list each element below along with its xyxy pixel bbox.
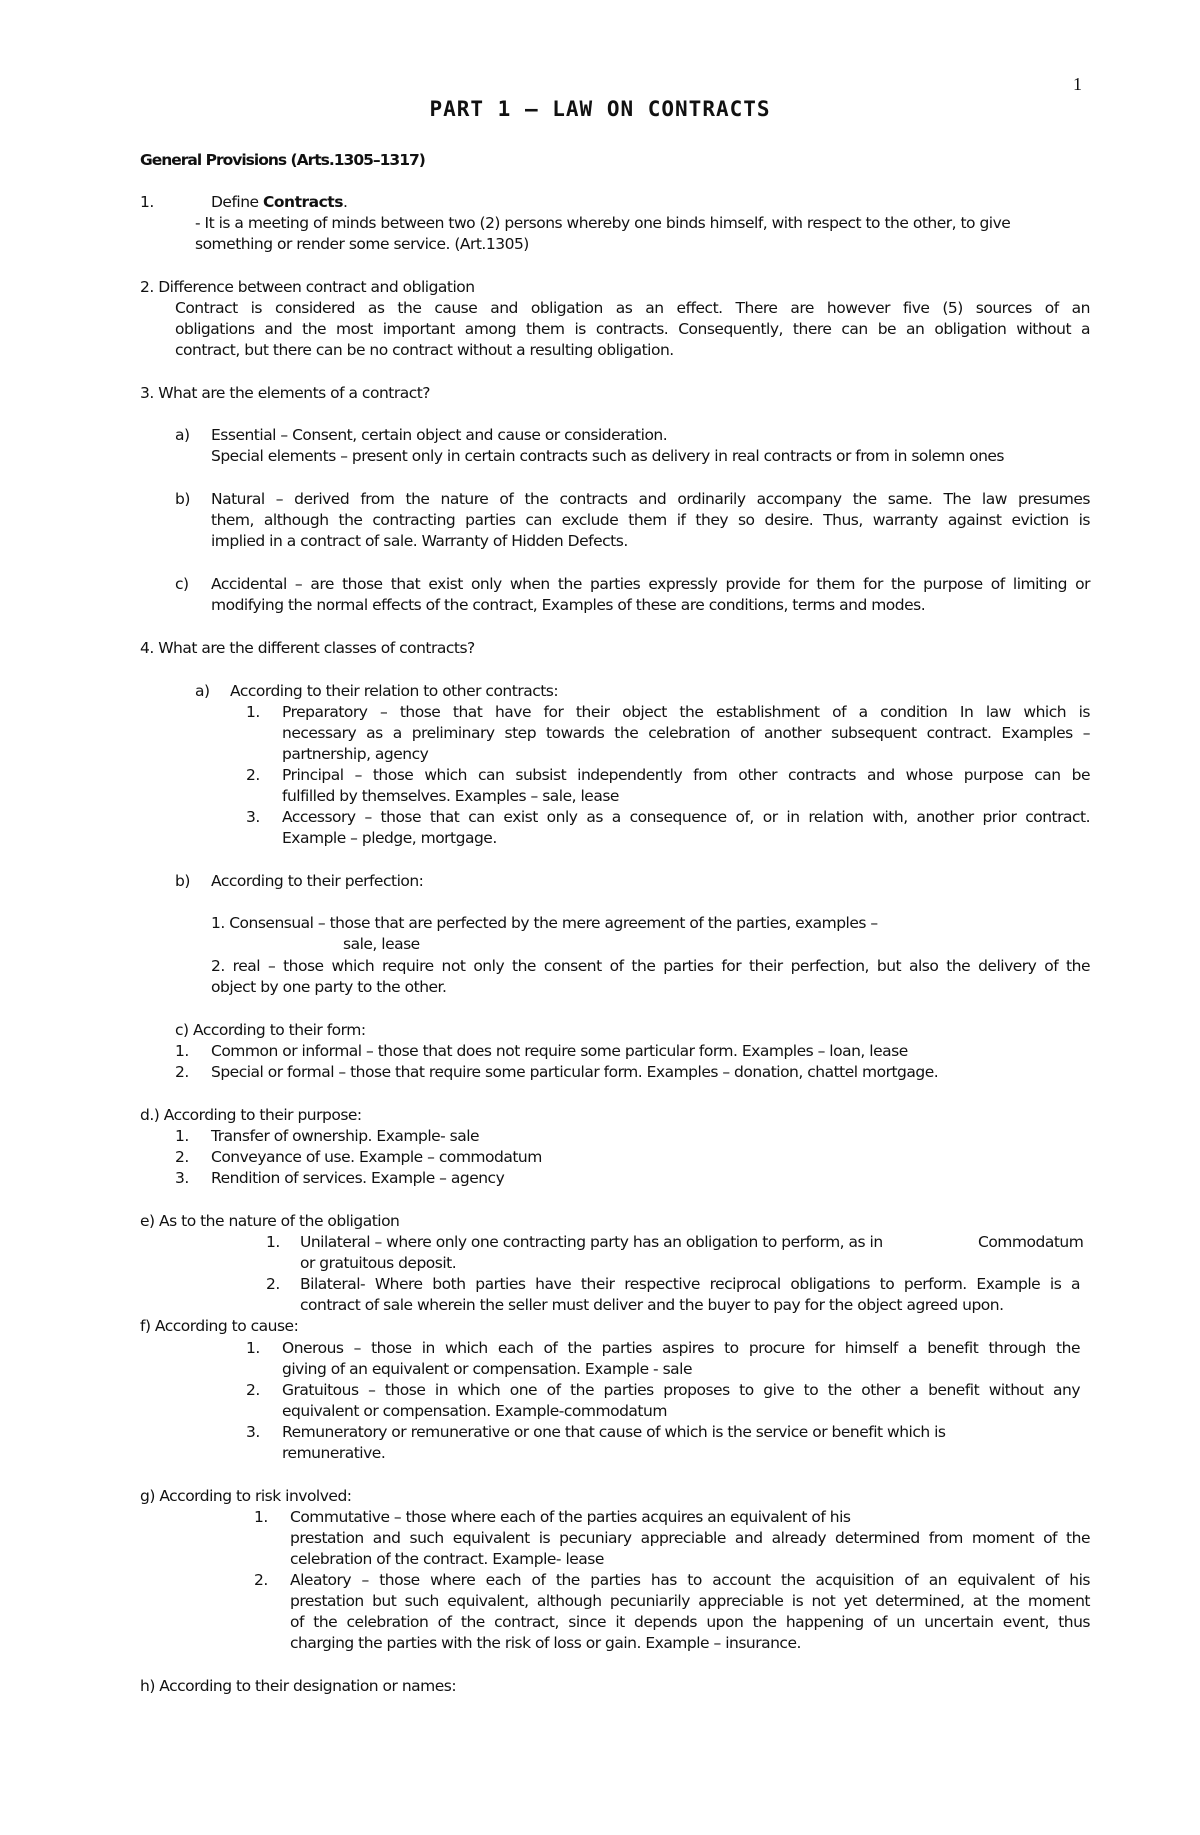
page-title: PART 1 – LAW ON CONTRACTS xyxy=(429,97,771,121)
q3-question: 3. What are the elements of a contract? xyxy=(140,384,431,402)
q4a1-line: necessary as a preliminary step towards the celebration of another subsequent contract. Examples – xyxy=(282,724,1090,742)
q4c1-line: Common or informal – those that does not require some particular form. Examples – loan, lease xyxy=(211,1042,908,1060)
q4a-marker: a) xyxy=(195,682,210,700)
q4e2-line: contract of sale wherein the seller must deliver and the buyer to pay for the object agreed upon. xyxy=(300,1296,1004,1314)
q4b2-line: object by one party to the other. xyxy=(211,978,447,996)
q4f2-number: 2. xyxy=(246,1381,260,1399)
q4a3-number: 3. xyxy=(246,808,260,826)
q1-answer-line: - It is a meeting of minds between two (2) persons whereby one binds himself, with respect to the other, to give xyxy=(195,214,1011,232)
q4g2-line: Aleatory – those where each of the parties has to account the acquisition of an equivalent of his xyxy=(290,1571,1090,1589)
q4a1-line: partnership, agency xyxy=(282,745,429,763)
q4e1-line-end: Commodatum xyxy=(978,1233,1084,1251)
q4a1-number: 1. xyxy=(246,703,260,721)
q4c2-line: Special or formal – those that require some particular form. Examples – donation, chattel mortgage. xyxy=(211,1063,939,1081)
q4b1-line: sale, lease xyxy=(343,935,420,953)
q4e1-number: 1. xyxy=(266,1233,280,1251)
q3c-marker: c) xyxy=(175,575,189,593)
q2-answer-line: contract, but there can be no contract without a resulting obligation. xyxy=(175,341,674,359)
q2-answer-line: Contract is considered as the cause and obligation as an effect. There are however five (5) sources of an xyxy=(175,299,1090,317)
q4g2-line: charging the parties with the risk of loss or gain. Example – insurance. xyxy=(290,1634,801,1652)
q3b-line: implied in a contract of sale. Warranty of Hidden Defects. xyxy=(211,532,628,550)
q4c-heading: c) According to their form: xyxy=(175,1021,366,1039)
q4e2-line: Bilateral- Where both parties have their respective reciprocal obligations to perform. Example is a xyxy=(300,1275,1080,1293)
q3a-line: Essential – Consent, certain object and cause or consideration. xyxy=(211,426,668,444)
page-number: 1 xyxy=(1073,74,1082,94)
q3a-marker: a) xyxy=(175,426,190,444)
q2-question: 2. Difference between contract and obligation xyxy=(140,278,475,296)
q4a-heading: According to their relation to other contracts: xyxy=(230,682,559,700)
q4f1-line: giving of an equivalent or compensation. Example - sale xyxy=(282,1360,692,1378)
q4e-heading: e) As to the nature of the obligation xyxy=(140,1212,400,1230)
section-heading: General Provisions (Arts.1305–1317) xyxy=(140,151,425,169)
q4d2-line: Conveyance of use. Example – commodatum xyxy=(211,1148,542,1166)
q3a-line: Special elements – present only in certain contracts such as delivery in real contracts or from in solemn ones xyxy=(211,447,1005,465)
q3c-line: modifying the normal effects of the contract, Examples of these are conditions, terms and modes. xyxy=(211,596,926,614)
q4c2-number: 2. xyxy=(175,1063,189,1081)
q4d1-line: Transfer of ownership. Example- sale xyxy=(211,1127,480,1145)
q3b-line: Natural – derived from the nature of the contracts and ordinarily accompany the same. The law presumes xyxy=(211,490,1090,508)
q4f1-line: Onerous – those in which each of the parties aspires to procure for himself a benefit through the xyxy=(282,1339,1080,1357)
q4f3-line: Remuneratory or remunerative or one that cause of which is the service or benefit which is xyxy=(282,1423,946,1441)
q3b-marker: b) xyxy=(175,490,190,508)
q4-question: 4. What are the different classes of contracts? xyxy=(140,639,475,657)
q4a3-line: Accessory – those that can exist only as a consequence of, or in relation with, another prior contract. xyxy=(282,808,1090,826)
q1-number: 1. xyxy=(140,193,154,211)
q4g2-number: 2. xyxy=(254,1571,268,1589)
q4g1-line: celebration of the contract. Example- lease xyxy=(290,1550,604,1568)
q4d-heading: d.) According to their purpose: xyxy=(140,1106,362,1124)
q4g1-line: prestation and such equivalent is pecuniary appreciable and already determined from moment of the xyxy=(290,1529,1090,1547)
q4e1-line: Unilateral – where only one contracting party has an obligation to perform, as in xyxy=(300,1233,883,1251)
q4b2-line: 2. real – those which require not only the consent of the parties for their perfection, but also the delivery of the xyxy=(211,957,1090,975)
q4g2-line: of the celebration of the contract, since it depends upon the happening of un uncertain event, thus xyxy=(290,1613,1090,1631)
q4b1-line: 1. Consensual – those that are perfected by the mere agreement of the parties, examples – xyxy=(211,914,878,932)
q4a2-number: 2. xyxy=(246,766,260,784)
q4g1-line: Commutative – those where each of the parties acquires an equivalent of his xyxy=(290,1508,851,1526)
q4a3-line: Example – pledge, mortgage. xyxy=(282,829,497,847)
q4d3-line: Rendition of services. Example – agency xyxy=(211,1169,505,1187)
q3c-line: Accidental – are those that exist only when the parties expressly provide for them for the purpose of limiting or xyxy=(211,575,1090,593)
q1-question: Define Contracts. xyxy=(211,193,348,211)
q4a2-line: Principal – those which can subsist independently from other contracts and whose purpose can be xyxy=(282,766,1090,784)
q4b-heading: According to their perfection: xyxy=(211,872,424,890)
q4f2-line: equivalent or compensation. Example-commodatum xyxy=(282,1402,667,1420)
q4f3-line: remunerative. xyxy=(282,1444,386,1462)
q4g1-number: 1. xyxy=(254,1508,268,1526)
q4h-heading: h) According to their designation or names: xyxy=(140,1677,457,1695)
q4g-heading: g) According to risk involved: xyxy=(140,1487,352,1505)
q4f2-line: Gratuitous – those in which one of the parties proposes to give to the other a benefit without any xyxy=(282,1381,1080,1399)
q4c1-number: 1. xyxy=(175,1042,189,1060)
q3b-line: them, although the contracting parties can exclude them if they so desire. Thus, warranty against eviction is xyxy=(211,511,1090,529)
q4e2-number: 2. xyxy=(266,1275,280,1293)
q4f-heading: f) According to cause: xyxy=(140,1317,299,1335)
q4b-marker: b) xyxy=(175,872,190,890)
q4e1-line: or gratuitous deposit. xyxy=(300,1254,457,1272)
q1-answer-line: something or render some service. (Art.1305) xyxy=(195,235,529,253)
q4g2-line: prestation but such equivalent, although pecuniarily appreciable is not yet determined, at the moment xyxy=(290,1592,1090,1610)
q4a2-line: fulfilled by themselves. Examples – sale, lease xyxy=(282,787,619,805)
q2-answer-line: obligations and the most important among them is contracts. Consequently, there can be an obligation without a xyxy=(175,320,1090,338)
q4d1-number: 1. xyxy=(175,1127,189,1145)
q4d3-number: 3. xyxy=(175,1169,189,1187)
q4f1-number: 1. xyxy=(246,1339,260,1357)
q4a1-line: Preparatory – those that have for their object the establishment of a condition In law which is xyxy=(282,703,1090,721)
q4d2-number: 2. xyxy=(175,1148,189,1166)
q4f3-number: 3. xyxy=(246,1423,260,1441)
